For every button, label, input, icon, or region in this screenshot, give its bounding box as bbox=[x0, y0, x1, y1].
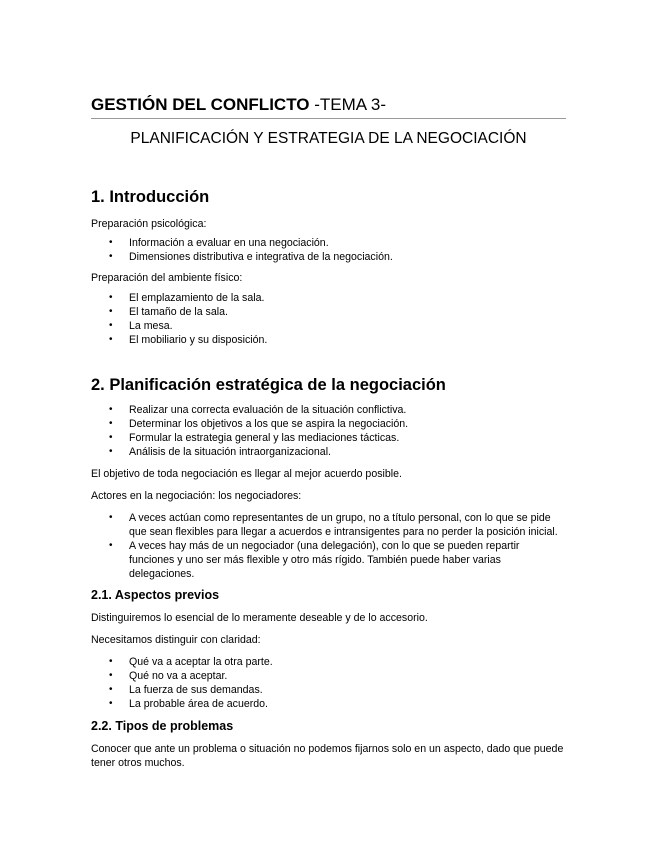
list-item-text: La fuerza de sus demandas. bbox=[129, 684, 263, 696]
bullet-icon: • bbox=[109, 292, 113, 303]
paragraph: El objetivo de toda negociación es llegar al mejor acuerdo posible. bbox=[91, 468, 402, 480]
paragraph: Necesitamos distinguir con claridad: bbox=[91, 634, 261, 646]
document-subtitle: PLANIFICACIÓN Y ESTRATEGIA DE LA NEGOCIACIÓN bbox=[130, 130, 527, 147]
bullet-icon: • bbox=[109, 698, 113, 709]
list-item bbox=[91, 683, 566, 697]
paragraph: Conocer que ante un problema o situación no podemos fijarnos solo en un aspecto, dado que puede tener otros muchos. bbox=[91, 743, 564, 769]
list-item bbox=[91, 417, 566, 431]
paragraph: Preparación psicológica: bbox=[91, 218, 207, 230]
list-item bbox=[91, 445, 566, 459]
list-item-text: Información a evaluar en una negociación. bbox=[129, 237, 329, 249]
list-item bbox=[91, 319, 566, 333]
bullet-list bbox=[91, 291, 566, 347]
list-item bbox=[91, 669, 566, 683]
list-item-text: El mobiliario y su disposición. bbox=[129, 334, 268, 346]
bullet-list bbox=[91, 236, 566, 264]
bullet-icon: • bbox=[109, 320, 113, 331]
bullet-list bbox=[91, 655, 566, 711]
list-item bbox=[91, 431, 566, 445]
section-heading-planificacion: 2. Planificación estratégica de la negociación bbox=[91, 376, 446, 394]
list-item bbox=[91, 403, 566, 417]
list-item-text: La probable área de acuerdo. bbox=[129, 698, 269, 710]
list-item bbox=[91, 539, 566, 581]
title-bold-part: GESTIÓN DEL CONFLICTO bbox=[91, 95, 310, 114]
bullet-icon: • bbox=[109, 432, 113, 443]
list-item-text: La mesa. bbox=[129, 320, 173, 332]
list-item bbox=[91, 511, 566, 539]
list-item-text: A veces actúan como representantes de un grupo, no a título personal, con lo que se pide que sean flexibles para llegar a acuerdos e intransigentes para no perder la posición inicial. bbox=[129, 512, 558, 538]
bullet-icon: • bbox=[109, 418, 113, 429]
document-content bbox=[91, 94, 566, 770]
bullet-list bbox=[91, 511, 566, 581]
paragraph: Actores en la negociación: los negociadores: bbox=[91, 490, 302, 502]
list-item bbox=[91, 236, 566, 250]
document-title bbox=[91, 94, 566, 119]
list-item-text: A veces hay más de un negociador (una delegación), con lo que se pueden repartir funciones y uno ser más flexible y otro más rígido. También puede haber varias delegaciones. bbox=[129, 540, 520, 580]
subsection-heading-tipos-de-problemas: 2.2. Tipos de problemas bbox=[91, 719, 234, 733]
bullet-icon: • bbox=[109, 237, 113, 248]
bullet-icon: • bbox=[109, 512, 113, 523]
bullet-icon: • bbox=[109, 684, 113, 695]
list-item-text: Qué no va a aceptar. bbox=[129, 670, 228, 682]
paragraph: Preparación del ambiente físico: bbox=[91, 272, 243, 284]
list-item-text: Formular la estrategia general y las mediaciones tácticas. bbox=[129, 432, 400, 444]
bullet-icon: • bbox=[109, 251, 113, 262]
list-item bbox=[91, 655, 566, 669]
list-item-text: Realizar una correcta evaluación de la situación conflictiva. bbox=[129, 404, 407, 416]
bullet-icon: • bbox=[109, 404, 113, 415]
subsection-heading-aspectos-previos: 2.1. Aspectos previos bbox=[91, 588, 220, 602]
list-item-text: Análisis de la situación intraorganizacional. bbox=[129, 446, 331, 458]
list-item-text: Dimensiones distributiva e integrativa de la negociación. bbox=[129, 251, 393, 263]
section-heading-introduccion: 1. Introducción bbox=[91, 188, 210, 206]
list-item bbox=[91, 333, 566, 347]
bullet-list bbox=[91, 403, 566, 459]
list-item bbox=[91, 250, 566, 264]
list-item-text: Qué va a aceptar la otra parte. bbox=[129, 656, 273, 668]
paragraph: Distinguiremos lo esencial de lo meramente deseable y de lo accesorio. bbox=[91, 612, 428, 624]
bullet-icon: • bbox=[109, 670, 113, 681]
bullet-icon: • bbox=[109, 334, 113, 345]
bullet-icon: • bbox=[109, 446, 113, 457]
list-item bbox=[91, 697, 566, 711]
bullet-icon: • bbox=[109, 540, 113, 551]
list-item-text: Determinar los objetivos a los que se aspira la negociación. bbox=[129, 418, 409, 430]
bullet-icon: • bbox=[109, 656, 113, 667]
title-suffix: -TEMA 3- bbox=[309, 95, 387, 114]
list-item-text: El tamaño de la sala. bbox=[129, 306, 228, 318]
list-item bbox=[91, 291, 566, 305]
list-item bbox=[91, 305, 566, 319]
bullet-icon: • bbox=[109, 306, 113, 317]
list-item-text: El emplazamiento de la sala. bbox=[129, 292, 265, 304]
